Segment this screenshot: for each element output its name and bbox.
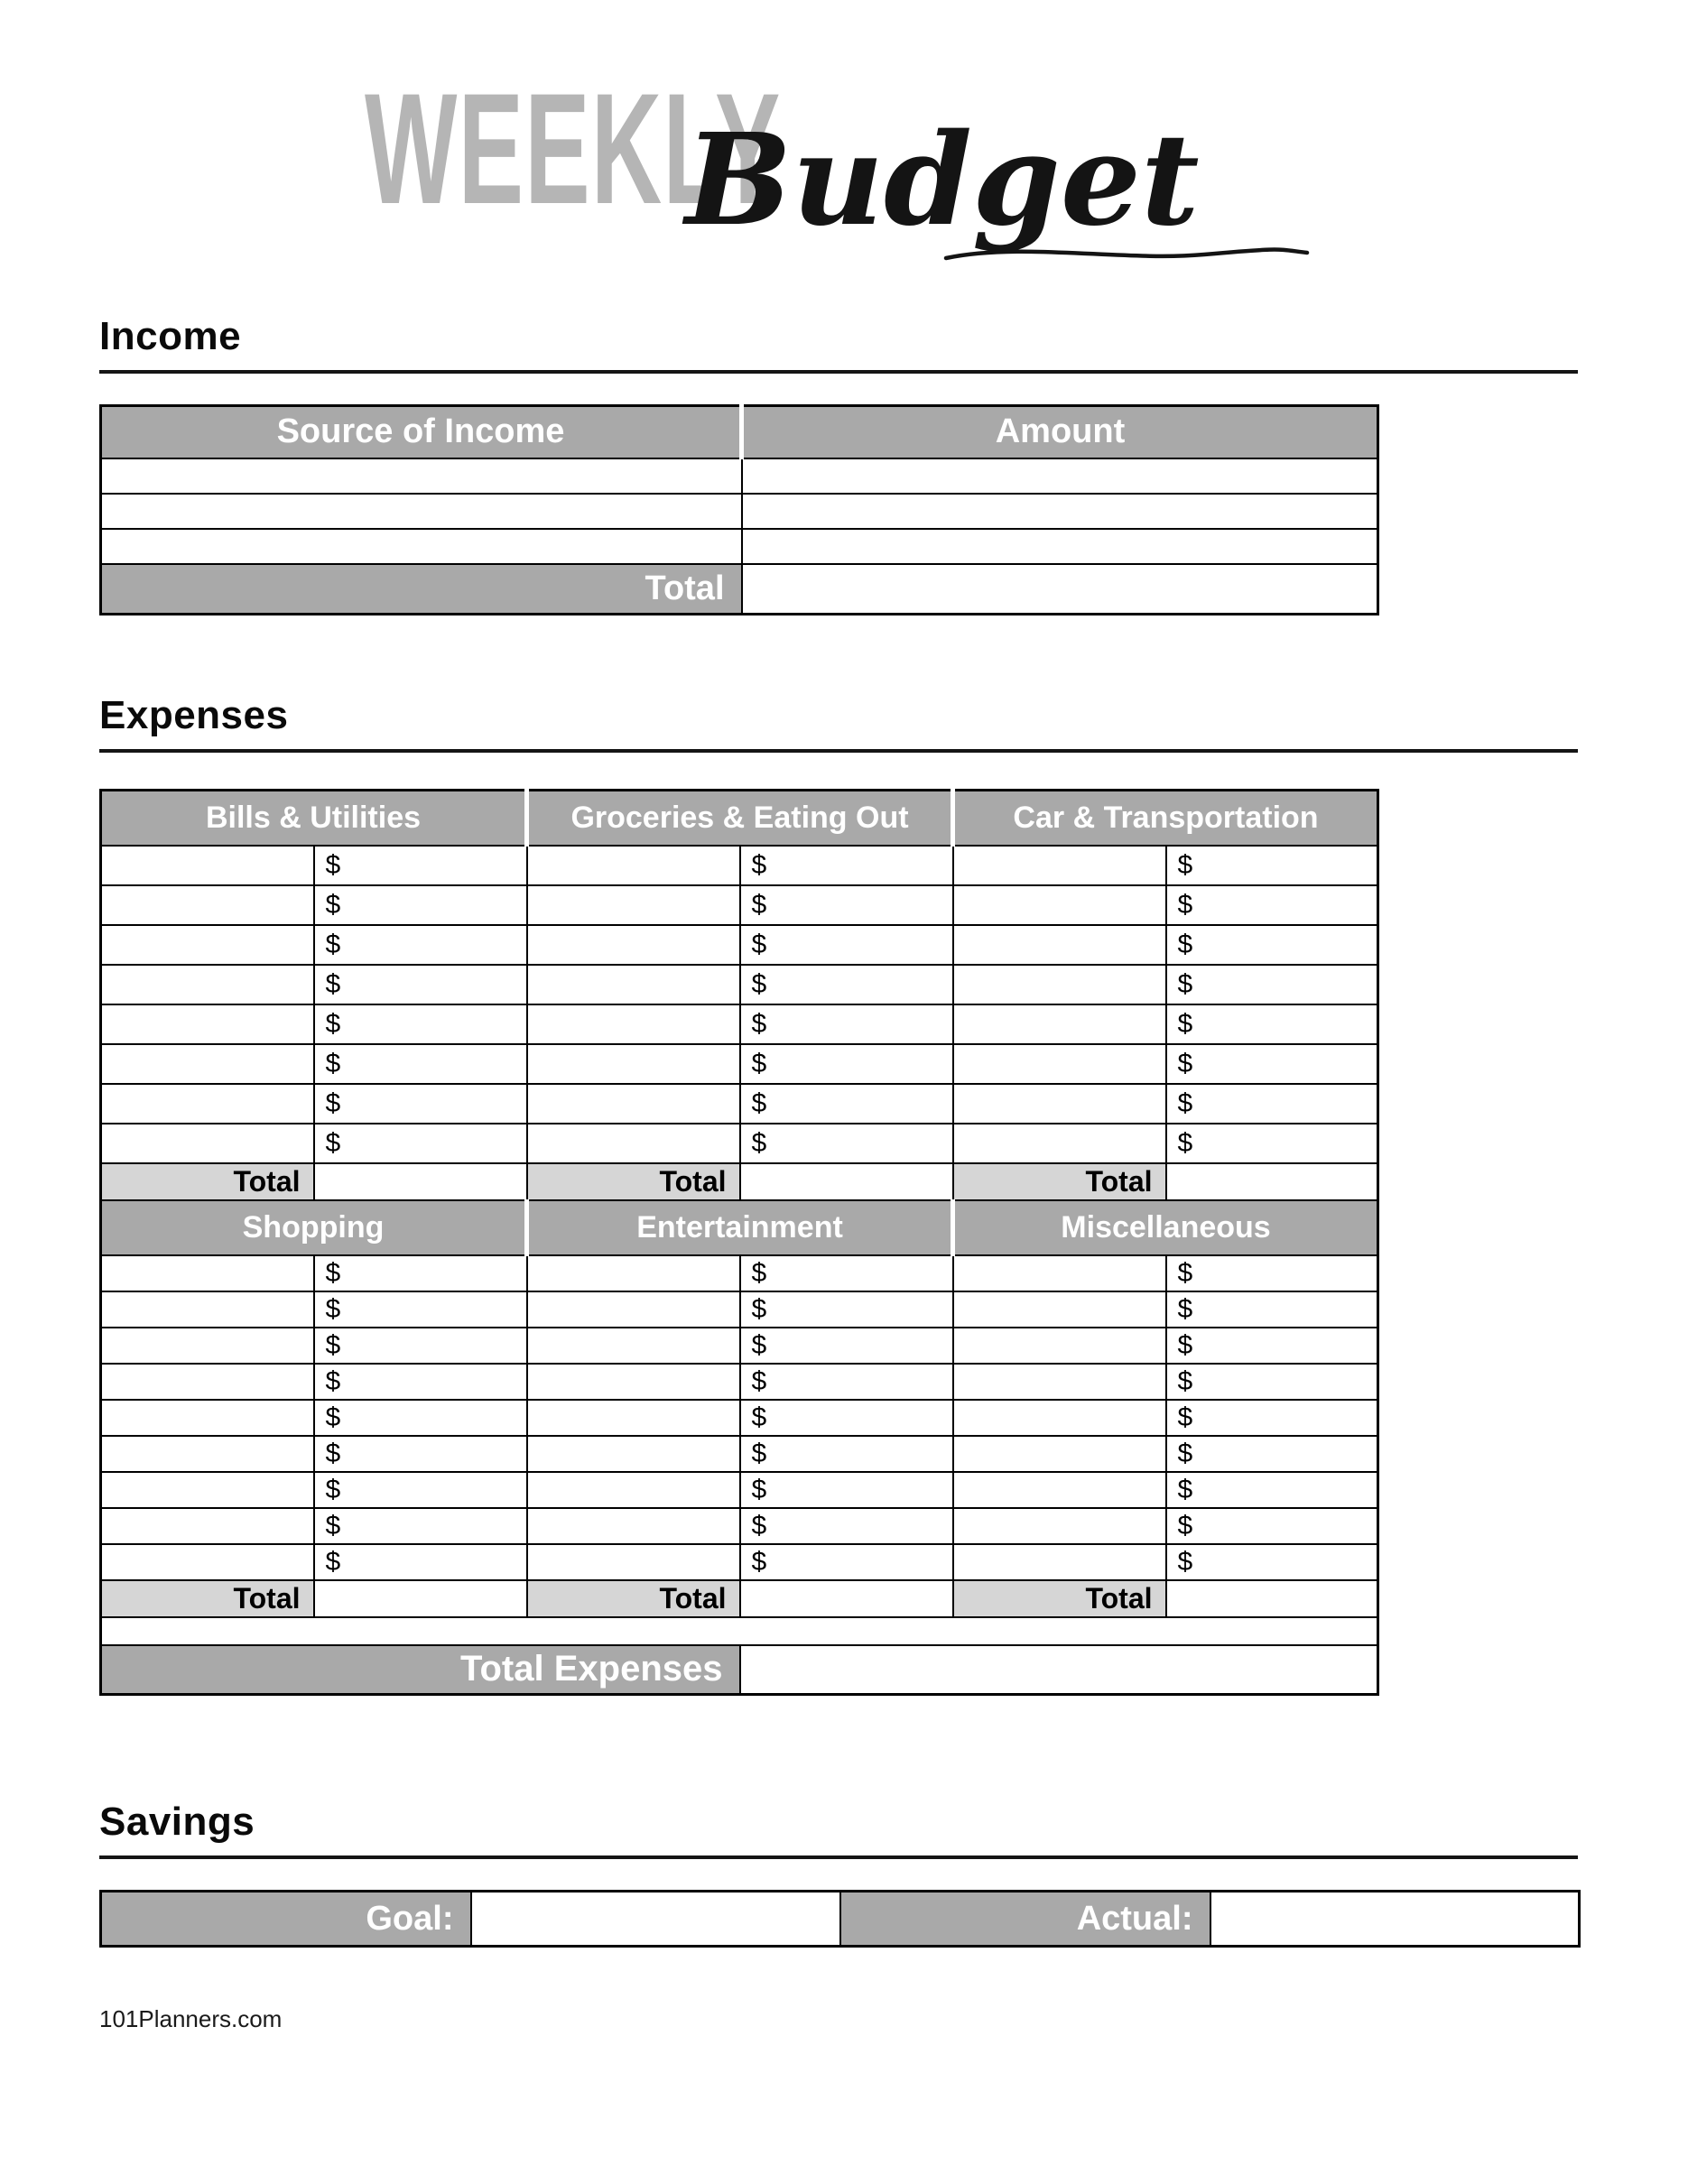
- expense-row: [101, 1400, 1378, 1436]
- car-total-value[interactable]: [1166, 1163, 1378, 1200]
- title-block: [365, 61, 1358, 323]
- expense-item-cell[interactable]: [527, 1400, 740, 1436]
- expense-row: [101, 1544, 1378, 1580]
- bills-total-label: Total: [101, 1163, 314, 1200]
- total-expenses-label: Total Expenses: [101, 1645, 740, 1695]
- expense-item-cell[interactable]: [953, 1044, 1166, 1084]
- expense-item-cell[interactable]: [953, 1124, 1166, 1163]
- expense-amount-cell[interactable]: $: [740, 965, 953, 1004]
- expense-amount-cell[interactable]: $: [314, 1544, 527, 1580]
- expense-item-cell[interactable]: [953, 1364, 1166, 1400]
- expenses-heading: Expenses: [99, 693, 1578, 753]
- miscellaneous-total-label: Total: [953, 1580, 1166, 1617]
- groceries-total-label: Total: [527, 1163, 740, 1200]
- expenses-section: [99, 693, 1578, 1696]
- expense-item-cell[interactable]: [101, 1364, 314, 1400]
- expense-amount-cell[interactable]: $: [1166, 1084, 1378, 1124]
- title-weekly-text: WEEKLY: [365, 61, 782, 237]
- income-section: [99, 314, 1578, 615]
- income-total-row: [101, 564, 1378, 615]
- expense-amount-cell[interactable]: $: [1166, 1004, 1378, 1044]
- entertainment-total-value[interactable]: [740, 1580, 953, 1617]
- expense-amount-cell[interactable]: $: [1166, 1291, 1378, 1328]
- expense-item-cell[interactable]: [527, 846, 740, 885]
- expense-item-cell[interactable]: [953, 1436, 1166, 1472]
- expense-amount-cell[interactable]: $: [740, 1328, 953, 1364]
- footer-site-text: 101Planners.com: [99, 2005, 283, 2032]
- expense-amount-cell[interactable]: $: [1166, 1328, 1378, 1364]
- expense-item-cell[interactable]: [953, 1084, 1166, 1124]
- expense-amount-cell[interactable]: $: [1166, 846, 1378, 885]
- expense-row: [101, 1044, 1378, 1084]
- expense-row: [101, 1124, 1378, 1163]
- expense-item-cell[interactable]: [527, 1436, 740, 1472]
- expense-item-cell[interactable]: [101, 1508, 314, 1544]
- expense-row: [101, 846, 1378, 885]
- expense-amount-cell[interactable]: $: [314, 965, 527, 1004]
- expenses-col-bills-utilities: Bills & Utilities: [101, 791, 527, 846]
- expense-amount-cell[interactable]: $: [1166, 1400, 1378, 1436]
- expense-item-cell[interactable]: [527, 1364, 740, 1400]
- expense-row: [101, 1508, 1378, 1544]
- savings-row: [101, 1892, 1580, 1947]
- expense-amount-cell[interactable]: $: [740, 1084, 953, 1124]
- expense-amount-cell[interactable]: $: [740, 1124, 953, 1163]
- expense-amount-cell[interactable]: $: [740, 1400, 953, 1436]
- expense-amount-cell[interactable]: $: [1166, 1508, 1378, 1544]
- expense-amount-cell[interactable]: $: [740, 1364, 953, 1400]
- expense-amount-cell[interactable]: $: [1166, 965, 1378, 1004]
- expenses-col-miscellaneous: Miscellaneous: [953, 1200, 1378, 1255]
- expense-item-cell[interactable]: [101, 1124, 314, 1163]
- income-heading: Income: [99, 314, 1578, 374]
- shopping-total-value[interactable]: [314, 1580, 527, 1617]
- expense-item-cell[interactable]: [527, 885, 740, 925]
- expense-item-cell[interactable]: [953, 1544, 1166, 1580]
- income-row: [101, 529, 1378, 564]
- expense-amount-cell[interactable]: $: [740, 1255, 953, 1291]
- expenses-col-car-transportation: Car & Transportation: [953, 791, 1378, 846]
- shopping-total-label: Total: [101, 1580, 314, 1617]
- savings-actual-label: Actual:: [840, 1892, 1210, 1947]
- expense-item-cell[interactable]: [101, 1472, 314, 1508]
- expense-amount-cell[interactable]: $: [314, 1436, 527, 1472]
- expense-amount-cell[interactable]: $: [314, 846, 527, 885]
- expense-row: [101, 885, 1378, 925]
- expense-item-cell[interactable]: [953, 925, 1166, 965]
- expense-amount-cell[interactable]: $: [1166, 1436, 1378, 1472]
- expense-item-cell[interactable]: [953, 1291, 1166, 1328]
- expense-row: [101, 965, 1378, 1004]
- income-total-label: Total: [101, 564, 742, 615]
- expense-row: [101, 1364, 1378, 1400]
- expense-amount-cell[interactable]: $: [314, 1255, 527, 1291]
- expenses-table: [99, 789, 1379, 1696]
- expense-item-cell[interactable]: [527, 965, 740, 1004]
- expense-amount-cell[interactable]: $: [314, 1364, 527, 1400]
- expense-item-cell[interactable]: [953, 1255, 1166, 1291]
- expenses-col-groceries-eating-out: Groceries & Eating Out: [527, 791, 953, 846]
- expense-item-cell[interactable]: [101, 965, 314, 1004]
- expense-amount-cell[interactable]: $: [740, 1044, 953, 1084]
- expense-item-cell[interactable]: [101, 1291, 314, 1328]
- expense-row: [101, 1472, 1378, 1508]
- income-source-cell[interactable]: [101, 494, 742, 529]
- expense-amount-cell[interactable]: $: [314, 1328, 527, 1364]
- savings-section: [99, 1800, 1578, 1948]
- expense-amount-cell[interactable]: $: [314, 1004, 527, 1044]
- expense-amount-cell[interactable]: $: [740, 1291, 953, 1328]
- expense-amount-cell[interactable]: $: [314, 1472, 527, 1508]
- expense-row: [101, 1291, 1378, 1328]
- expense-item-cell[interactable]: [527, 1044, 740, 1084]
- expense-amount-cell[interactable]: $: [1166, 1364, 1378, 1400]
- expense-item-cell[interactable]: [527, 1472, 740, 1508]
- car-total-label: Total: [953, 1163, 1166, 1200]
- expense-row: [101, 1255, 1378, 1291]
- expense-amount-cell[interactable]: $: [314, 1508, 527, 1544]
- expenses-bottom-header-row: [101, 1200, 1378, 1255]
- expense-item-cell[interactable]: [101, 1328, 314, 1364]
- expense-item-cell[interactable]: [527, 1291, 740, 1328]
- expense-item-cell[interactable]: [953, 1400, 1166, 1436]
- income-row: [101, 458, 1378, 494]
- expense-item-cell[interactable]: [527, 1255, 740, 1291]
- signature-flourish-line: [942, 231, 1312, 273]
- expense-amount-cell[interactable]: $: [314, 1291, 527, 1328]
- expense-amount-cell[interactable]: $: [740, 1436, 953, 1472]
- entertainment-total-label: Total: [527, 1580, 740, 1617]
- expense-amount-cell[interactable]: $: [740, 885, 953, 925]
- miscellaneous-total-value[interactable]: [1166, 1580, 1378, 1617]
- expense-item-cell[interactable]: [101, 846, 314, 885]
- expenses-top-header-row: [101, 791, 1378, 846]
- expense-row: [101, 1328, 1378, 1364]
- expense-amount-cell[interactable]: $: [740, 1004, 953, 1044]
- expense-item-cell[interactable]: [527, 1328, 740, 1364]
- expenses-spacer-cell: [101, 1617, 1378, 1645]
- expenses-spacer-row: [101, 1617, 1378, 1645]
- income-source-cell[interactable]: [101, 529, 742, 564]
- income-col-amount: Amount: [742, 406, 1378, 458]
- expense-amount-cell[interactable]: $: [740, 846, 953, 885]
- expense-item-cell[interactable]: [101, 1400, 314, 1436]
- expense-amount-cell[interactable]: $: [1166, 1544, 1378, 1580]
- expense-item-cell[interactable]: [101, 1004, 314, 1044]
- expense-item-cell[interactable]: [953, 846, 1166, 885]
- expense-item-cell[interactable]: [527, 1544, 740, 1580]
- expense-row: [101, 1084, 1378, 1124]
- expense-item-cell[interactable]: [527, 1004, 740, 1044]
- expense-item-cell[interactable]: [101, 1436, 314, 1472]
- expense-amount-cell[interactable]: $: [740, 1472, 953, 1508]
- expense-amount-cell[interactable]: $: [314, 885, 527, 925]
- expense-item-cell[interactable]: [101, 1544, 314, 1580]
- expense-amount-cell[interactable]: $: [314, 1400, 527, 1436]
- income-amount-cell[interactable]: [742, 494, 1378, 529]
- expense-item-cell[interactable]: [101, 1044, 314, 1084]
- expense-item-cell[interactable]: [953, 1328, 1166, 1364]
- income-amount-cell[interactable]: [742, 529, 1378, 564]
- expense-item-cell[interactable]: [953, 1004, 1166, 1044]
- savings-heading: Savings: [99, 1800, 1578, 1859]
- savings-goal-value[interactable]: [471, 1892, 840, 1947]
- expense-item-cell[interactable]: [527, 925, 740, 965]
- expense-item-cell[interactable]: [953, 965, 1166, 1004]
- expense-item-cell[interactable]: [527, 1124, 740, 1163]
- expense-row: [101, 1436, 1378, 1472]
- expense-item-cell[interactable]: [527, 1508, 740, 1544]
- expense-row: [101, 925, 1378, 965]
- expenses-top-total-row: [101, 1163, 1378, 1200]
- expense-amount-cell[interactable]: $: [1166, 885, 1378, 925]
- expense-item-cell[interactable]: [101, 1084, 314, 1124]
- expense-amount-cell[interactable]: $: [740, 1544, 953, 1580]
- expense-item-cell[interactable]: [953, 1472, 1166, 1508]
- savings-table: [99, 1890, 1581, 1948]
- expense-amount-cell[interactable]: $: [314, 1124, 527, 1163]
- expense-amount-cell[interactable]: $: [314, 1044, 527, 1084]
- income-col-source: Source of Income: [101, 406, 742, 458]
- income-total-value[interactable]: [742, 564, 1378, 615]
- total-expenses-row: [101, 1645, 1378, 1695]
- title-budget-text: Budget: [685, 106, 1200, 254]
- expense-amount-cell[interactable]: $: [1166, 1255, 1378, 1291]
- income-source-cell[interactable]: [101, 458, 742, 494]
- expense-item-cell[interactable]: [527, 1084, 740, 1124]
- expenses-col-entertainment: Entertainment: [527, 1200, 953, 1255]
- savings-actual-value[interactable]: [1210, 1892, 1580, 1947]
- expenses-col-shopping: Shopping: [101, 1200, 527, 1255]
- expense-row: [101, 1004, 1378, 1044]
- expense-amount-cell[interactable]: $: [740, 925, 953, 965]
- expenses-bottom-total-row: [101, 1580, 1378, 1617]
- bills-total-value[interactable]: [314, 1163, 527, 1200]
- income-row: [101, 494, 1378, 529]
- expense-amount-cell[interactable]: $: [1166, 1124, 1378, 1163]
- expense-amount-cell[interactable]: $: [1166, 925, 1378, 965]
- expense-item-cell[interactable]: [953, 885, 1166, 925]
- income-table: [99, 404, 1379, 615]
- income-amount-cell[interactable]: [742, 458, 1378, 494]
- expense-amount-cell[interactable]: $: [314, 1084, 527, 1124]
- income-header-row: [101, 406, 1378, 458]
- expense-item-cell[interactable]: [101, 1255, 314, 1291]
- expense-item-cell[interactable]: [101, 925, 314, 965]
- groceries-total-value[interactable]: [740, 1163, 953, 1200]
- expense-amount-cell[interactable]: $: [740, 1508, 953, 1544]
- expense-amount-cell[interactable]: $: [314, 925, 527, 965]
- expense-amount-cell[interactable]: $: [1166, 1044, 1378, 1084]
- expense-item-cell[interactable]: [953, 1508, 1166, 1544]
- expense-amount-cell[interactable]: $: [1166, 1472, 1378, 1508]
- expense-item-cell[interactable]: [101, 885, 314, 925]
- total-expenses-value[interactable]: [740, 1645, 1378, 1695]
- savings-goal-label: Goal:: [101, 1892, 471, 1947]
